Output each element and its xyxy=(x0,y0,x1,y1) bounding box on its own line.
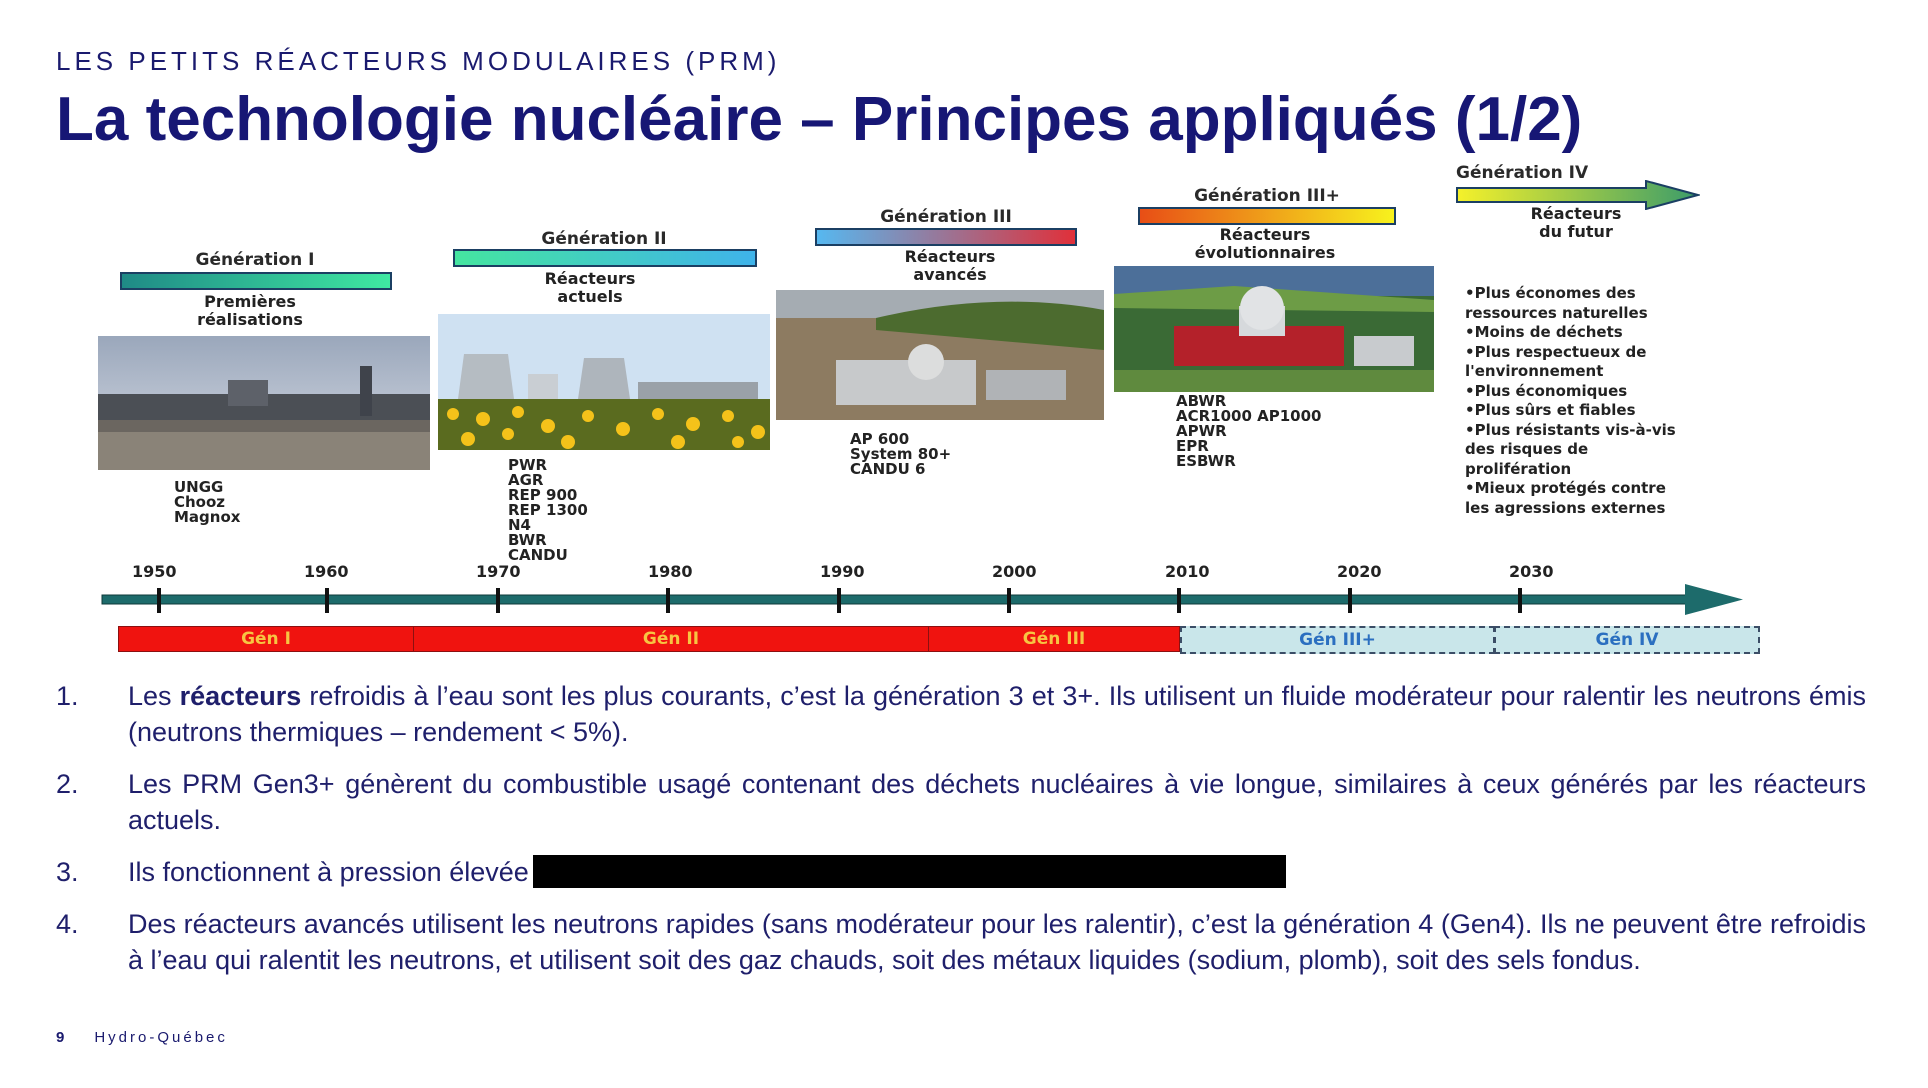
benefit-line: les agressions externes xyxy=(1465,498,1666,517)
list-item xyxy=(56,854,1866,890)
gen2-title: Génération II xyxy=(541,229,667,249)
gen1-title: Génération I xyxy=(195,250,315,270)
gen1-subtitle: Premières réalisations xyxy=(197,292,303,329)
gen3plus-subtitle: Réacteurs évolutionnaires xyxy=(1194,225,1336,262)
segment-gen2: Gén II xyxy=(413,626,929,652)
year-label: 1950 xyxy=(132,562,177,581)
item-number: 2. xyxy=(56,769,79,799)
gen3plus-photo xyxy=(1114,266,1434,392)
item-number: 4. xyxy=(56,909,79,939)
item-number: 1. xyxy=(56,681,79,711)
gen3-reactor-list: AP 600 System 80+ CANDU 6 xyxy=(850,430,952,478)
year-label: 1970 xyxy=(476,562,521,581)
gen2-photo xyxy=(438,314,770,450)
gen1-bar xyxy=(120,272,392,290)
year-label: 2000 xyxy=(992,562,1037,581)
brand-name: Hydro-Québec xyxy=(94,1029,228,1046)
page-number: 9 xyxy=(56,1029,65,1046)
gen3-photo xyxy=(776,290,1104,420)
benefit-line: •Plus respectueux de xyxy=(1465,342,1647,361)
item-text-pre: Les xyxy=(128,681,180,711)
gen3plus-bar xyxy=(1138,207,1396,225)
gen3plus-title: Génération III+ xyxy=(1194,186,1340,206)
year-label: 2020 xyxy=(1337,562,1382,581)
benefit-line: •Plus résistants vis-à-vis xyxy=(1465,420,1676,439)
benefit-line: prolifération xyxy=(1465,459,1572,478)
benefit-line: •Mieux protégés contre xyxy=(1465,479,1666,497)
item-text-post: refroidis à l’eau sont les plus courants, c’est la génération 3 et 3+. Ils utilisent un fluide modérateur pour ralentir les neutrons émis (neutrons thermiques – rendement < 5%). xyxy=(128,681,1866,747)
page-title: La technologie nucléaire – Principes appliqués (1/2) xyxy=(56,85,1583,154)
year-label: 1980 xyxy=(648,562,693,581)
segment-gen3plus: Gén III+ xyxy=(1180,626,1495,654)
benefit-line: •Plus sûrs et fiables xyxy=(1465,401,1636,419)
gen3-subtitle: Réacteurs avancés xyxy=(904,247,996,284)
year-label: 2010 xyxy=(1165,562,1210,581)
year-label: 2030 xyxy=(1509,562,1554,581)
year-label: 1990 xyxy=(820,562,865,581)
gen4-subtitle: Réacteurs du futur xyxy=(1530,204,1622,241)
benefit-line: •Moins de déchets xyxy=(1465,323,1623,341)
benefit-line: l'environnement xyxy=(1465,362,1604,380)
gen3plus-reactor-list: ABWR ACR1000 AP1000 APWR EPR ESBWR xyxy=(1176,392,1322,470)
gen2-reactor-list: PWR AGR REP 900 REP 1300 N4 BWR CANDU xyxy=(508,456,588,564)
gen4-benefits-list xyxy=(1465,284,1676,518)
benefit-line: ressources naturelles xyxy=(1465,303,1648,322)
redaction-bar xyxy=(533,855,1286,888)
gen3-bar xyxy=(815,228,1077,246)
gen3-title: Génération III xyxy=(880,207,1012,227)
gen4-title: Génération IV xyxy=(1456,163,1589,183)
benefit-line: •Plus économiques xyxy=(1465,381,1628,400)
benefit-line: •Plus économes des xyxy=(1465,284,1636,302)
list-item xyxy=(56,766,1866,838)
list-item xyxy=(56,906,1866,978)
section-eyebrow: LES PETITS RÉACTEURS MODULAIRES (PRM) xyxy=(56,46,781,76)
item-text: Des réacteurs avancés utilisent les neutrons rapides (sans modérateur pour les ralentir), c’est la génération 4 (Gen4). Ils ne peuvent être refroidis à l’eau qui ralentit les neutrons, et utilisent soit des gaz chauds, soit des métaux liquides (sodium, plomb), soit des sels fondus. xyxy=(128,909,1866,975)
numbered-list xyxy=(56,678,1866,994)
timeline-arrow xyxy=(100,580,1746,620)
segment-gen3: Gén III xyxy=(928,626,1180,652)
segment-gen4: Gén IV xyxy=(1494,626,1760,654)
gen1-photo xyxy=(98,336,430,470)
item-text: Les PRM Gen3+ génèrent du combustible usagé contenant des déchets nucléaires à vie longue, similaires à ceux générés par les réacteurs actuels. xyxy=(128,769,1866,835)
gen2-bar xyxy=(453,249,757,267)
item-number: 3. xyxy=(56,857,79,887)
benefit-line: des risques de xyxy=(1465,440,1589,458)
item-text-bold: réacteurs xyxy=(179,681,302,711)
item-text: Ils fonctionnent à pression élevée xyxy=(128,857,529,887)
list-item xyxy=(56,678,1866,750)
gen2-subtitle: Réacteurs actuels xyxy=(544,269,636,306)
gen1-reactor-list: UNGG Chooz Magnox xyxy=(174,478,241,526)
footer xyxy=(56,1029,228,1046)
segment-gen1: Gén I xyxy=(118,626,414,652)
year-label: 1960 xyxy=(304,562,349,581)
